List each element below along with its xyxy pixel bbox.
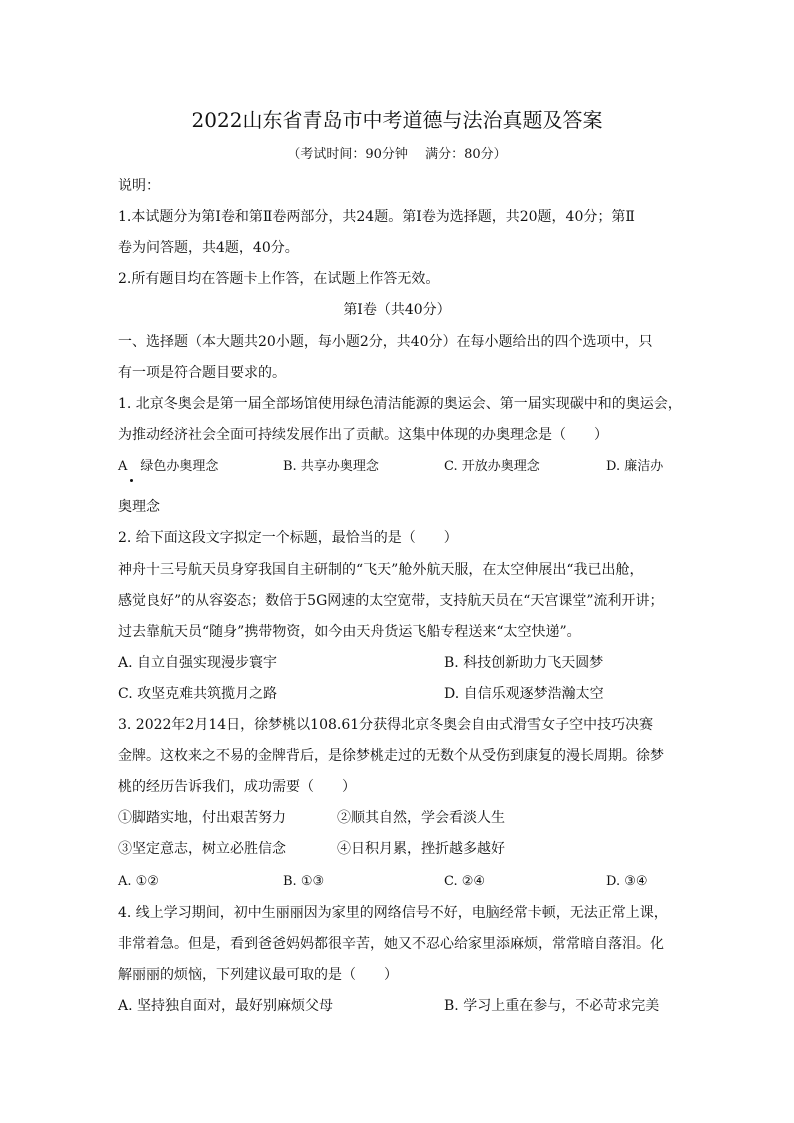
- question-stem: 桃的经历告诉我们，成功需要（ ）: [118, 779, 356, 795]
- instructions-line: 1.本试题分为第Ⅰ卷和第Ⅱ卷两部分，共24题。第Ⅰ卷为选择题，共20题，40分；第Ⅱ: [118, 209, 635, 225]
- exam-subtitle: （考试时间：90分钟 满分：80分）: [287, 147, 507, 162]
- instructions-line: 2.所有题目均在答题卡上作答，在试题上作答无效。: [118, 271, 440, 287]
- statement-item: ①脚踏实地，付出艰苦努力: [118, 810, 286, 826]
- option-a: A. 自立自强实现漫步寰宇: [118, 655, 278, 671]
- statement-item: ②顺其自然，学会看淡人生: [337, 810, 505, 826]
- option-wrap: 奥理念: [118, 499, 160, 515]
- question-stem: 为推动经济社会全面可持续发展作出了贡献。这集中体现的办奥理念是（ ）: [118, 427, 608, 443]
- emphasis-dot: [130, 479, 133, 482]
- question-stem: 1. 北京冬奥会是第一届全部场馆使用绿色清洁能源的奥运会、第一届实现碳中和的奥运会，: [118, 396, 682, 412]
- question-stem: 解丽丽的烦恼，下列建议最可取的是（ ）: [118, 967, 398, 983]
- statement-item: ③坚定意志，树立必胜信念: [118, 841, 286, 857]
- instructions-line: 卷为问答题，共4题，40分。: [118, 240, 299, 256]
- option-b: B. 学习上重在参与，不必苛求完美: [444, 998, 660, 1014]
- section-title: 第Ⅰ卷（共40分）: [343, 302, 451, 318]
- question-stem: 过去靠航天员“随身”携带物资，如今由天舟货运飞船专程送来“太空快递”。: [118, 624, 581, 640]
- option-d: D. 廉洁办: [606, 459, 664, 474]
- question-stem: 金牌。这枚来之不易的金牌背后，是徐梦桃走过的无数个从受伤到康复的漫长周期。徐梦: [118, 748, 664, 764]
- exam-title: 2022山东省青岛市中考道德与法治真题及答案: [191, 108, 603, 132]
- section-intro: 有一项是符合题目要求的。: [118, 365, 286, 381]
- option-d: D. 自信乐观逐梦浩瀚太空: [444, 686, 604, 702]
- question-stem: 神舟十三号航天员身穿我国自主研制的“飞天”舱外航天服，在太空伸展出“我已出舱，: [118, 562, 644, 578]
- option-b: B. 科技创新助力飞天圆梦: [444, 655, 604, 671]
- statement-item: ④日积月累，挫折越多越好: [337, 841, 505, 857]
- option-c: C. 攻坚克难共筑揽月之路: [118, 686, 278, 702]
- question-stem: 感觉良好”的从容姿态；数倍于5G网速的太空宽带，支持航天员在“天宫课堂”流利开讲；: [118, 593, 664, 609]
- option-c: C. 开放办奥理念: [444, 459, 540, 474]
- option-c: C. ②④: [444, 874, 486, 889]
- question-stem: 4. 线上学习期间，初中生丽丽因为家里的网络信号不好，电脑经常卡顿，无法正常上课，: [118, 905, 668, 921]
- instructions-heading: 说明：: [118, 178, 160, 194]
- section-intro: 一、选择题（本大题共20小题，每小题2分，共40分）在每小题给出的四个选项中，只: [118, 334, 653, 350]
- option-a: A. 坚持独自面对，最好别麻烦父母: [118, 998, 334, 1014]
- option-a: A 绿色办奥理念: [118, 459, 219, 474]
- question-stem: 非常着急。但是，看到爸爸妈妈都很辛苦，她又不忍心给家里添麻烦，常常暗自落泪。化: [118, 936, 664, 952]
- option-a: A. ①②: [118, 874, 159, 889]
- option-b: B. 共享办奥理念: [283, 459, 379, 474]
- question-stem: 2. 给下面这段文字拟定一个标题，最恰当的是（ ）: [118, 530, 458, 546]
- option-b: B. ①③: [283, 874, 325, 889]
- question-stem: 3. 2022年2月14日，徐梦桃以108.61分获得北京冬奥会自由式滑雪女子空中技巧决赛: [118, 717, 654, 733]
- option-d: D. ③④: [606, 874, 648, 889]
